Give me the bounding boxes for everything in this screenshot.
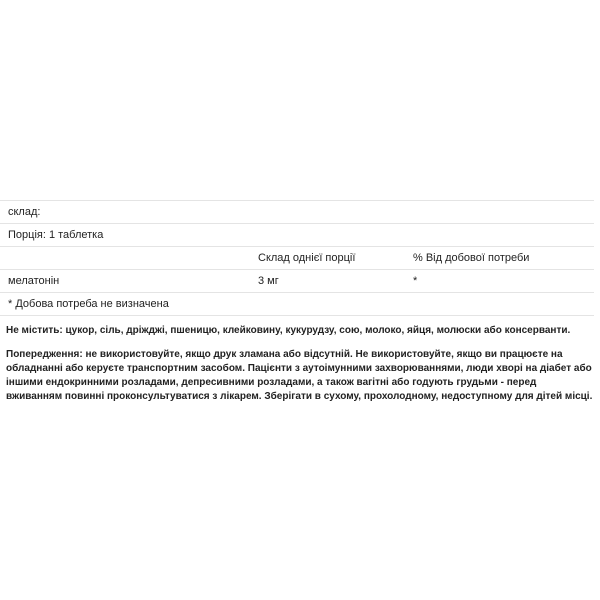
composition-label: склад: [8,206,41,218]
supplement-facts-table [0,200,594,316]
ingredient-amount: 3 мг [258,275,279,287]
footnote: * Добова потреба не визначена [8,298,169,310]
ingredient-dv: * [413,275,418,287]
header-daily-value: % Від добової потреби [413,252,530,264]
footnote-row [0,292,594,316]
warning-text: Попередження: не використовуйте, якщо друк зламана або відсутній. Не використовуйте, якщо ви працюєте на обладнанні або керуєте транспортним засобом. Пацієнти з аутоімунними захворюваннями, люди хворі на діабет або іншими ендокринними розладами, депресивними розладами, а також вагітні або годують грудьми - перед вживанням повинні проконсультуватися з лікарем. Зберігати в сухому, прохолодному, недоступному для дітей місці. [6,349,593,402]
ingredient-name: мелатонін [8,275,60,287]
free-of-statement: Не містить: цукор, сіль, дріжджі, пшеницю, клейковину, кукурудзу, сою, молоко, яйця, молюски або консерванти. [6,325,571,336]
table-row [0,269,594,292]
serving-row [0,223,594,246]
composition-row [0,200,594,223]
header-amount: Склад однієї порції [258,252,356,264]
serving-size: Порція: 1 таблетка [8,229,104,241]
header-row [0,246,594,269]
